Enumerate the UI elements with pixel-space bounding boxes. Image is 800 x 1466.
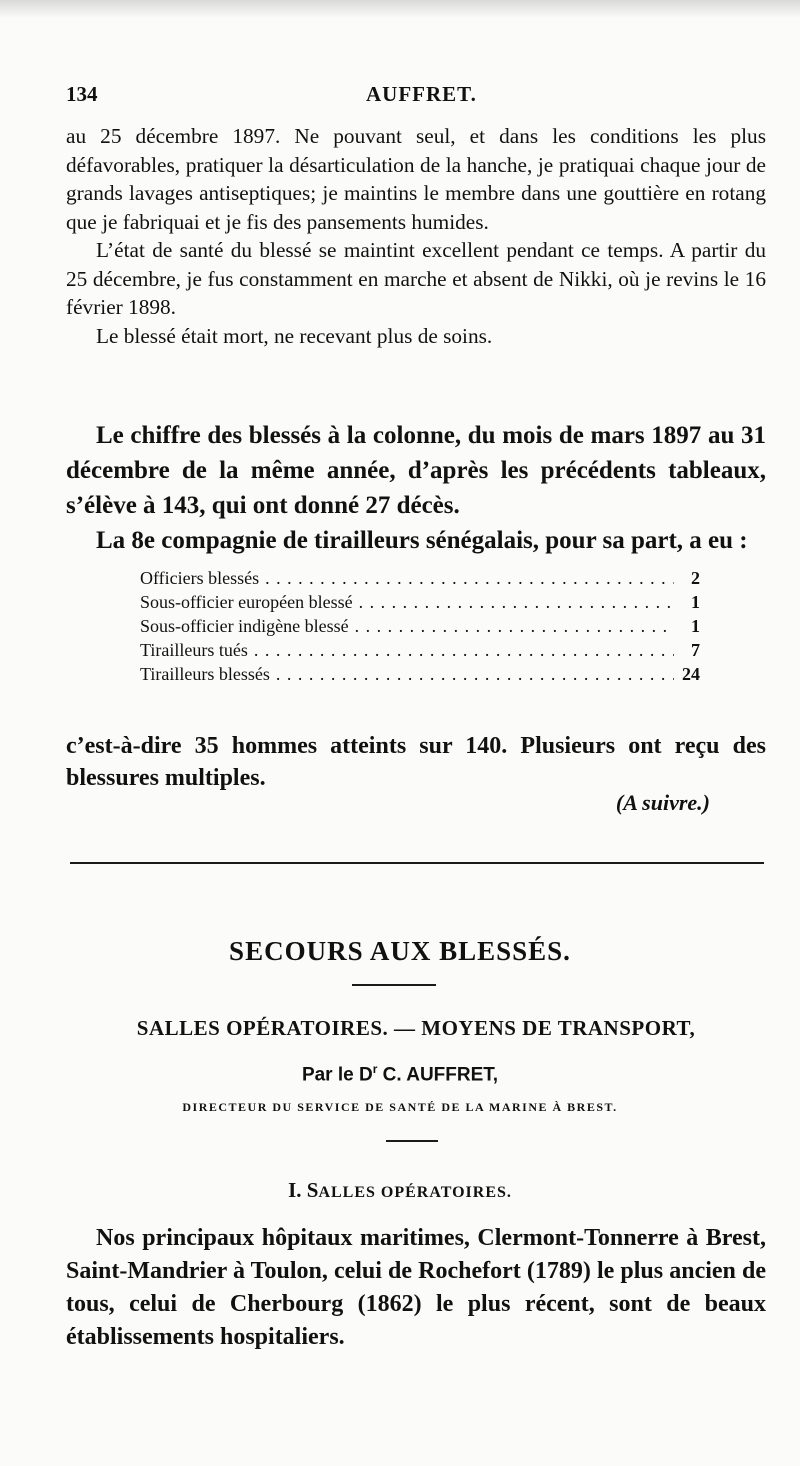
row-value: 24 bbox=[682, 664, 700, 684]
section-title: ALLES OPÉRATOIRES. bbox=[318, 1184, 512, 1201]
leader-dots bbox=[355, 614, 674, 638]
table-row bbox=[140, 638, 700, 662]
running-title: AUFFRET. bbox=[366, 82, 477, 106]
row-value: 1 bbox=[691, 592, 700, 612]
row-label: Sous-officier indigène blessé bbox=[140, 616, 349, 636]
row-label: Officiers blessés bbox=[140, 568, 260, 588]
article-body bbox=[66, 1222, 766, 1354]
page-header bbox=[66, 82, 766, 112]
summary-paragraph bbox=[66, 418, 766, 558]
row-label: Tirailleurs tués bbox=[140, 640, 248, 660]
table-row bbox=[140, 590, 700, 614]
table-row bbox=[140, 662, 700, 686]
author-prefix: Par le D bbox=[301, 1064, 373, 1086]
author-role: DIRECTEUR DU SERVICE DE SANTÉ DE LA MARINE À BREST. bbox=[182, 1100, 618, 1114]
article-title: SECOURS AUX BLESSÉS. bbox=[229, 936, 571, 966]
section-divider bbox=[70, 862, 764, 864]
section-heading bbox=[0, 1178, 800, 1203]
paragraph: c’est-à-dire 35 hommes atteints sur 140. Plusieurs ont reçu des blessures multiples. bbox=[66, 733, 766, 791]
to-be-continued: (A suivre.) bbox=[615, 790, 710, 815]
row-value: 7 bbox=[691, 640, 700, 660]
conclusion-paragraph bbox=[66, 730, 766, 794]
casualty-table bbox=[140, 566, 700, 686]
paragraph: Nos principaux hôpitaux maritimes, Clermont-Tonnerre à Brest, Saint-Mandrier à Toulon, celui de Rochefort (1789) le plus ancien de tous, celui de Cherbourg (1862) le plus récent, sont de beaux établissements hospitaliers. bbox=[66, 1225, 766, 1350]
table-row bbox=[140, 566, 700, 590]
article-author bbox=[0, 1062, 800, 1086]
row-value: 1 bbox=[691, 616, 700, 636]
paragraph: La 8e compagnie de tirailleurs sénégalais, pour sa part, a eu : bbox=[96, 527, 748, 554]
article-subtitle: SALLES OPÉRATOIRES. — MOYENS DE TRANSPORT, bbox=[136, 1016, 696, 1040]
author-sup: r bbox=[372, 1062, 378, 1076]
table-row bbox=[140, 614, 700, 638]
paragraph: Le chiffre des blessés à la colonne, du mois de mars 1897 au 31 décembre de la même année, d’après les précédents tableaux, s’élève à 143, qui ont donné 27 décès. bbox=[66, 422, 766, 519]
row-label: Sous-officier européen blessé bbox=[140, 592, 353, 612]
author-name: C. AUFFRET, bbox=[377, 1064, 499, 1086]
page-number: 134 bbox=[66, 82, 98, 106]
leader-dots bbox=[359, 590, 674, 614]
leader-dots bbox=[265, 566, 674, 590]
leader-dots bbox=[254, 638, 674, 662]
paragraph: au 25 décembre 1897. Ne pouvant seul, et dans les conditions les plus défavorables, pratiquer la désarticulation de la hanche, je pratiquai chaque jour de grands lavages antiseptiques; je maintins le membre dans une gouttière en rotang que je fabriquai et je fis des pansements humides. bbox=[66, 124, 766, 234]
section-number: I. S bbox=[288, 1178, 319, 1202]
paragraph: L’état de santé du blessé se maintint excellent pendant ce temps. A partir du 25 décembre, je fus constamment en marche et absent de Nikki, où je revins le 16 février 1898. bbox=[66, 238, 766, 319]
paragraph: Le blessé était mort, ne recevant plus de soins. bbox=[96, 323, 493, 348]
paragraph-continued bbox=[66, 122, 766, 350]
title-rule bbox=[352, 984, 436, 986]
leader-dots bbox=[276, 662, 674, 686]
author-rule bbox=[386, 1140, 438, 1142]
row-value: 2 bbox=[691, 568, 700, 588]
row-label: Tirailleurs blessés bbox=[140, 664, 270, 684]
